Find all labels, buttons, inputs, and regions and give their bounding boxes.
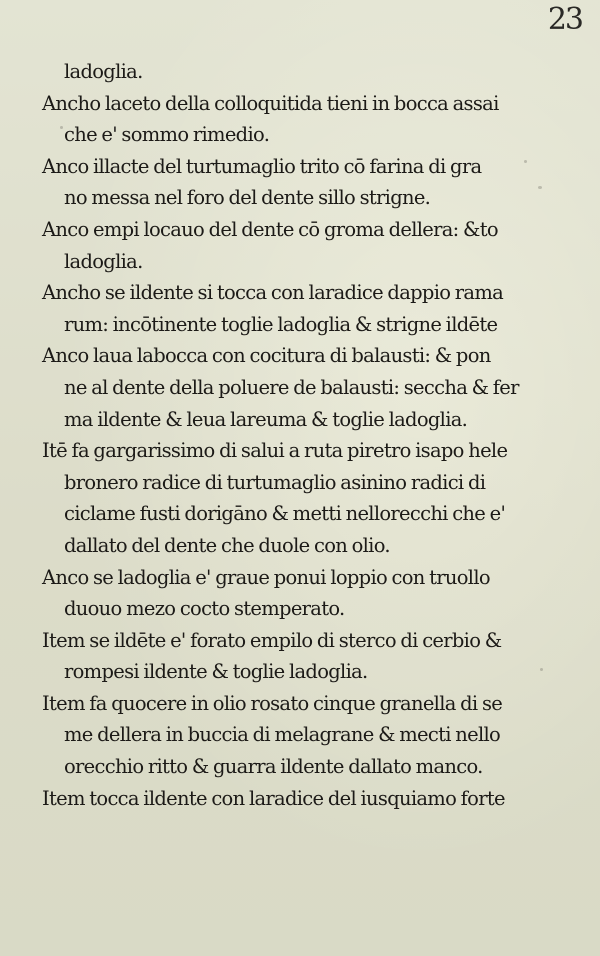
text-line: che e' sommo rimedio.	[64, 123, 270, 147]
text-line: ladoglia.	[64, 60, 143, 83]
text-line: ladoglia.	[64, 249, 143, 273]
text-block	[42, 56, 542, 814]
paper-speck	[538, 186, 542, 189]
text-line: Anco laua labocca con cocitura di balausti: & pon	[42, 344, 491, 368]
paper-speck	[540, 668, 543, 671]
text-line: Ancho laceto della colloquitida tieni in bocca assai	[42, 91, 499, 115]
text-line: rompesi ildente & toglie ladoglia.	[64, 660, 368, 684]
text-line: Itē fa gargarissimo di salui a ruta piretro isapo hele	[42, 439, 508, 463]
text-line: rum: incōtinente toglie ladoglia & strigne ildēte	[64, 312, 498, 336]
text-line: no messa nel foro del dente sillo strigne.	[64, 186, 431, 210]
text-line: Anco empi locauo del dente cō groma dellera: &to	[42, 217, 498, 241]
text-line: Item tocca ildente con laradice del iusquiamo forte	[42, 786, 505, 810]
text-line: ma ildente & leua lareuma & toglie ladoglia.	[64, 407, 468, 431]
text-line: Item fa quocere in olio rosato cinque granella di se	[42, 691, 503, 715]
text-line: dallato del dente che duole con olio.	[64, 533, 390, 557]
text-line: Anco illacte del turtumaglio trito cō farina di gra	[42, 154, 482, 178]
text-line: duouo mezo cocto stemperato.	[64, 597, 345, 621]
text-line: Ancho se ildente si tocca con laradice dappio rama	[42, 281, 504, 305]
text-line: me dellera in buccia di melagrane & mecti nello	[64, 723, 501, 747]
paper-speck	[60, 126, 63, 129]
text-line: ne al dente della poluere de balausti: seccha & fer	[64, 375, 519, 399]
text-line: Anco se ladoglia e' graue ponui loppio con truollo	[42, 565, 490, 589]
folio-number: 23	[547, 2, 582, 37]
text-line: Item se ildēte e' forato empilo di sterco di cerbio &	[42, 628, 502, 652]
text-line: orecchio ritto & guarra ildente dallato manco.	[64, 755, 483, 779]
text-line: bronero radice di turtumaglio asinino radici di	[64, 470, 486, 494]
text-line: ciclame fusti dorigāno & metti nellorecchi che e'	[64, 502, 506, 526]
paper-speck	[524, 160, 527, 163]
